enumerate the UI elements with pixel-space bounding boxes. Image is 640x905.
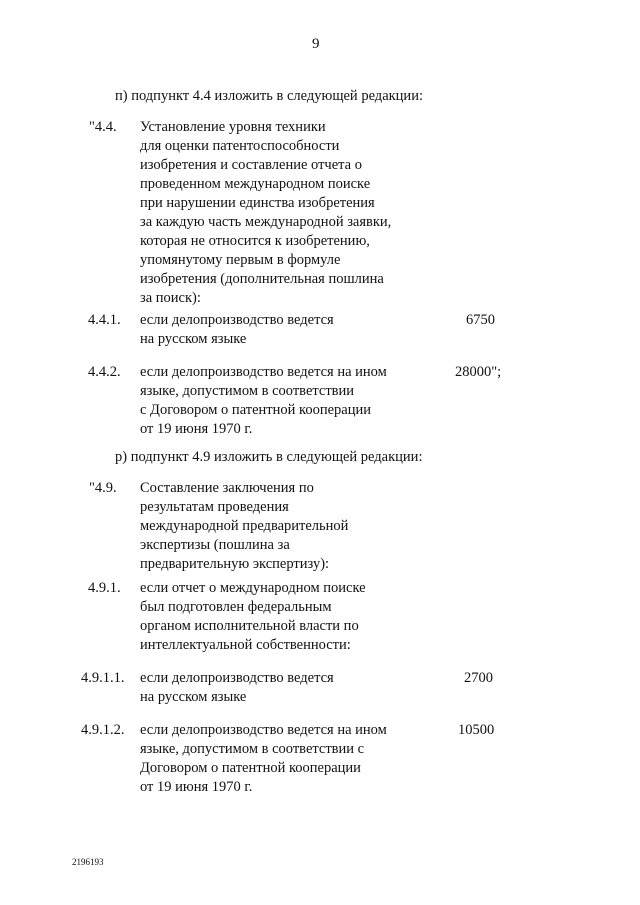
clause-p-text: п) подпункт 4.4 изложить в следующей редакции: bbox=[115, 88, 423, 104]
text-line: Установление уровня техники bbox=[140, 119, 326, 135]
text-line: для оценки патентоспособности bbox=[140, 138, 340, 154]
item-4-4-number: "4.4. bbox=[89, 119, 117, 135]
text-line: от 19 июня 1970 г. bbox=[140, 779, 253, 795]
item-4-4-1-amount: 6750 bbox=[466, 312, 495, 328]
item-4-9-text bbox=[140, 479, 348, 574]
text-line: при нарушении единства изобретения bbox=[140, 195, 375, 211]
text-line: за каждую часть международной заявки, bbox=[140, 214, 392, 230]
text-line: Составление заключения по bbox=[140, 480, 314, 496]
text-line: с Договором о патентной кооперации bbox=[140, 402, 371, 418]
item-4-9-1-2-amount: 10500 bbox=[458, 722, 495, 738]
text-line: интеллектуальной собственности: bbox=[140, 637, 351, 653]
text-line: если делопроизводство ведется bbox=[140, 312, 334, 328]
text-line: языке, допустимом в соответствии с bbox=[140, 741, 365, 757]
text-line: языке, допустимом в соответствии bbox=[140, 383, 355, 399]
item-4-9-1-2-number: 4.9.1.2. bbox=[81, 722, 125, 738]
text-line: если делопроизводство ведется на ином bbox=[140, 722, 387, 738]
text-line: от 19 июня 1970 г. bbox=[140, 421, 253, 437]
item-4-4-2-amount: 28000"; bbox=[455, 364, 502, 380]
text-line: на русском языке bbox=[140, 689, 247, 705]
item-4-9-1-2-text bbox=[140, 721, 387, 797]
text-line: предварительную экспертизу): bbox=[140, 556, 330, 572]
text-line: за поиск): bbox=[140, 290, 201, 306]
text-line: упомянутому первым в формуле bbox=[140, 252, 341, 268]
item-4-9-1-number: 4.9.1. bbox=[88, 580, 121, 596]
text-line: международной предварительной bbox=[140, 518, 349, 534]
item-4-9-1-1-amount: 2700 bbox=[464, 670, 493, 686]
item-4-4-2-text bbox=[140, 363, 387, 439]
text-line: Договором о патентной кооперации bbox=[140, 760, 361, 776]
text-line: если делопроизводство ведется на ином bbox=[140, 364, 387, 380]
item-4-9-1-text bbox=[140, 579, 366, 655]
text-line: органом исполнительной власти по bbox=[140, 618, 359, 634]
item-4-4-2-number: 4.4.2. bbox=[88, 364, 121, 380]
item-4-9-1-1-number: 4.9.1.1. bbox=[81, 670, 125, 686]
item-4-9-number: "4.9. bbox=[89, 480, 117, 496]
item-4-9-1-1-text bbox=[140, 669, 334, 707]
item-4-4-1-text bbox=[140, 311, 334, 349]
text-line: на русском языке bbox=[140, 331, 247, 347]
item-4-4-1-number: 4.4.1. bbox=[88, 312, 121, 328]
text-line: изобретения и составление отчета о bbox=[140, 157, 362, 173]
text-line: экспертизы (пошлина за bbox=[140, 537, 290, 553]
page-number: 9 bbox=[312, 36, 320, 52]
item-4-4-text bbox=[140, 118, 391, 308]
text-line: которая не относится к изобретению, bbox=[140, 233, 370, 249]
document-code: 2196193 bbox=[72, 857, 104, 867]
clause-r-text: р) подпункт 4.9 изложить в следующей редакции: bbox=[115, 449, 423, 465]
text-line: был подготовлен федеральным bbox=[140, 599, 332, 615]
text-line: изобретения (дополнительная пошлина bbox=[140, 271, 384, 287]
text-line: проведенном международном поиске bbox=[140, 176, 371, 192]
text-line: если делопроизводство ведется bbox=[140, 670, 334, 686]
text-line: если отчет о международном поиске bbox=[140, 580, 366, 596]
text-line: результатам проведения bbox=[140, 499, 289, 515]
